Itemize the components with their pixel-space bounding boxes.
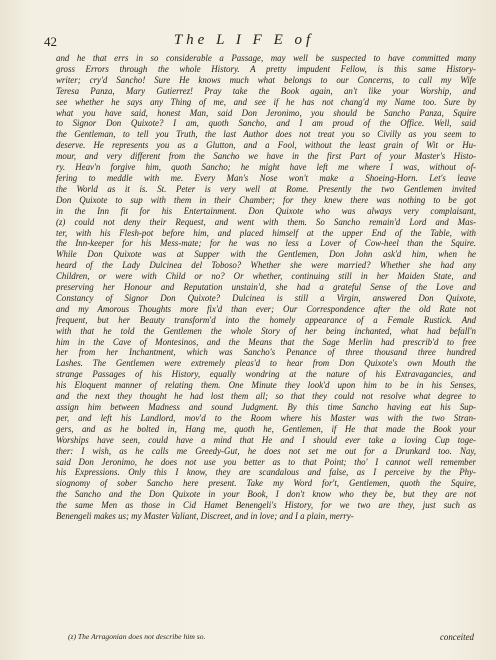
- running-title: The L I F E of: [173, 32, 315, 48]
- text-line: with that he told the Gentlemen the whole Story of her being inchanted, what had befall'n: [56, 325, 476, 336]
- text-line: and the next they thought he had lost them all; so that they could not resolve what degree to: [56, 391, 476, 402]
- text-line: the same Men as those in Cid Hamet Benengeli's History, for we two are they, just such as: [56, 500, 476, 511]
- text-line: (z) could not deny their Request, and went with them. So Sancho remain'd Lord and Mas-: [56, 216, 476, 227]
- text-line: While Don Quixote was at Supper with the Gentlemen, Don John ask'd him, when he: [56, 249, 476, 260]
- text-line: Lashes. The Gentlemen were extremely pleas'd to hear from Don Quixote's own Mouth the: [56, 358, 476, 369]
- text-line: ter, with his Flesh-pot before him, and placed himself at the upper End of the Table, with: [56, 227, 476, 238]
- text-line: her from her Inchantment, which was Sancho's Penance of three thousand three hundred: [56, 347, 476, 358]
- text-line: the Sancho and the Don Quixote in your Book, I don't know who they be, but they are not: [56, 489, 476, 500]
- text-line: gross Errors through the whole History. A pretty impudent Fellow, is this same History-: [56, 63, 476, 74]
- text-line: per, and left his Landlord, mov'd to the Room where his Master was with the two Stran-: [56, 412, 476, 423]
- page-number: 42: [44, 34, 57, 49]
- text-line: Teresa Panza, Mary Gutierrez! Pray take the Book again, an't like your Worship, and: [56, 85, 476, 96]
- text-line: his Eloquent manner of relating them. One Minute they look'd upon him to be in his Senses,: [56, 380, 476, 391]
- text-line: heard of the Lady Dulcinea del Toboso? Whether she were married? Whether she had any: [56, 260, 476, 271]
- text-line: frequent, but her Beauty transform'd into the homely appearance of a Female Rustick. And: [56, 314, 476, 325]
- text-line: him in the Cave of Montesinos, and the Means that the Sage Merlin had prescrib'd to free: [56, 336, 476, 347]
- text-line: to Signor Don Quixote? I am, quoth Sancho, and I am proud of the Office. Well, said: [56, 118, 476, 129]
- text-line: Children, or were with Child or no? Or whether, continuing still in her Maiden State, and: [56, 271, 476, 282]
- text-line: siognomy of sober Sancho here present. Take my Word for't, Gentlemen, quoth the Squire,: [56, 478, 476, 489]
- text-line: the Inn-keeper for his Mess-mate; for he was no less a Lover of Cow-heel than the Squire.: [56, 238, 476, 249]
- body-text: [56, 53, 476, 522]
- text-line: said Don Jeronimo, he does not use you better as to that Point; tho' I cannot well remember: [56, 456, 476, 467]
- text-line: deserve. He represents you as a Glutton, and a Fool, without the least grain of Wit or Hu-: [56, 140, 476, 151]
- text-line: Don Quixote to sup with them in their Chamber; for they knew there was nothing to be got: [56, 194, 476, 205]
- text-line: his Expressions. Only this I know, they are scandalous and false, as I perceive by the Phy-: [56, 467, 476, 478]
- text-line: preserving her Honour and Reputation unstain'd, she had a grateful Sense of the Love and: [56, 282, 476, 293]
- text-line: ry. Heav'n forgive him, quoth Sancho; he might have left me where I was, without of-: [56, 162, 476, 173]
- text-line: ther: I wish, as he calls me Greedy-Gut, he does not set me out for a Drunkard too. Nay,: [56, 445, 476, 456]
- text-line: Worships have seen, could have a mind that He and I should ever take a loving Cup toge-: [56, 434, 476, 445]
- text-line: gers, and as he bolted in, Hang me, quoth he, Gentlemen, if He that made the Book your: [56, 423, 476, 434]
- text-line: the World as it is. St. Peter is very well at Rome. Presently the two Gentlemen invited: [56, 183, 476, 194]
- text-line: the Gentleman, to tell you Truth, the last Author does not treat you so Civilly as you seem to: [56, 129, 476, 140]
- text-line: what you have said, honest Man, said Don Jeronimo, you should be Sancho Panza, Squire: [56, 107, 476, 118]
- text-line: Benengeli makes us; my Master Valiant, Discreet, and in love; and I a plain, merry-: [56, 511, 354, 522]
- text-line: Constancy of Signor Don Quixote? Dulcinea is still a Virgin, answered Don Quixote,: [56, 292, 476, 303]
- text-line: see whether he says any Thing of me, and see if he has not chang'd my Name too. Sure by: [56, 96, 476, 107]
- footnote: (z) The Arragonian does not describe him so.: [68, 632, 206, 641]
- text-line: and my Amorous Thoughts more fix'd than ever; Our Correspondence after the old Rate not: [56, 303, 476, 314]
- text-line: fering to meddle with me. Every Man's Nose won't make a Shoeing-Horn. Let's leave: [56, 172, 476, 183]
- text-line: in the Inn fit for his Entertainment. Don Quixote who was always very complaisant,: [56, 205, 476, 216]
- page-header: [44, 34, 444, 52]
- text-line: assign him between Madness and sound Judgment. By this time Sancho having eat his Sup-: [56, 402, 476, 412]
- text-line: mour, and very different from the Sancho we have in the first Part of your Master's Histo-: [56, 151, 476, 162]
- text-line: and he that errs in so considerable a Passage, may well be suspected to have committed many: [56, 53, 476, 63]
- text-line: writer; cry'd Sancho! Sure He knows much what belongs to our Concerns, to call my Wife: [56, 74, 476, 85]
- catchword: conceited: [439, 632, 474, 642]
- text-line: strange Passages of his History, equally wondring at the nature of his Extravagancies, and: [56, 369, 476, 380]
